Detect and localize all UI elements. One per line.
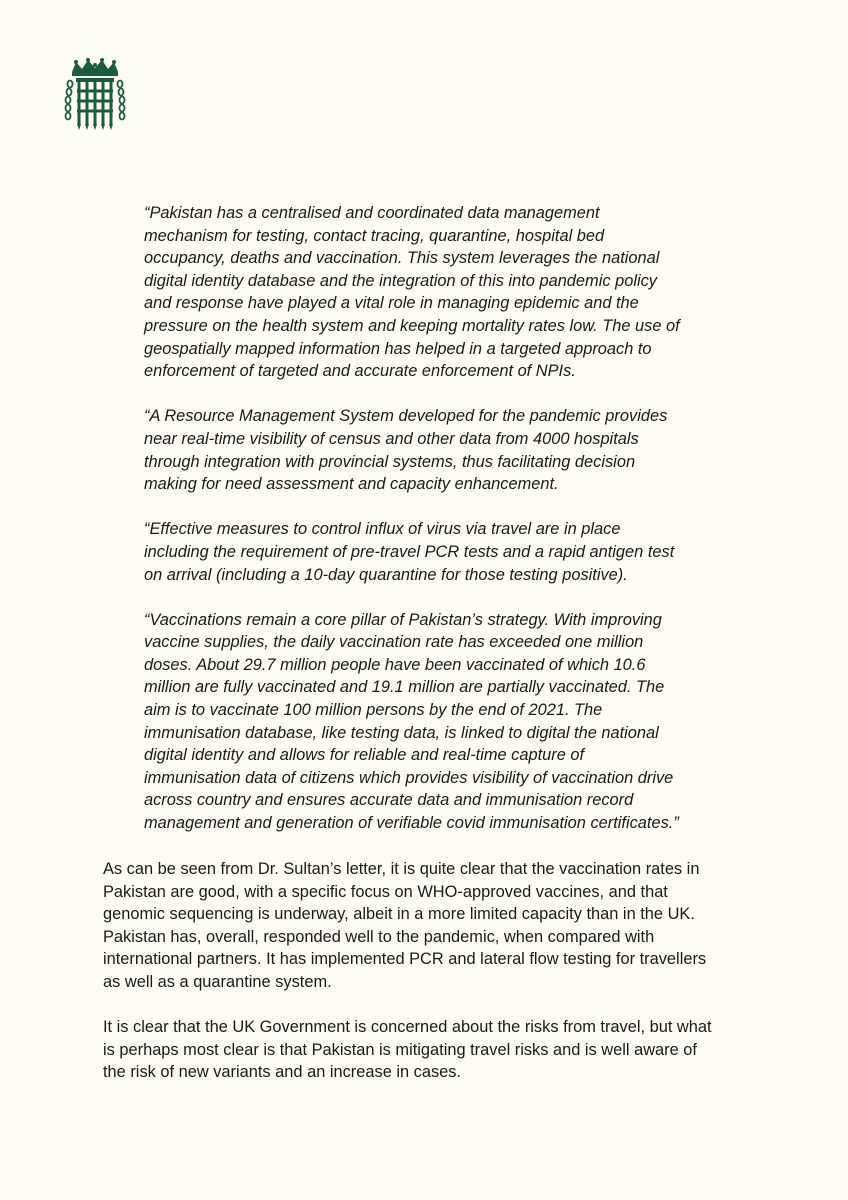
quote-paragraph-resource-management: “A Resource Management System developed for the pandemic provides near real-time visibility of census and other data from 4000 hospitals through integration with provincial systems, thus facilitating decision making for need assessment and capacity enhancement. [144,407,668,494]
quote-paragraph-data-management: “Pakistan has a centralised and coordinated data management mechanism for testing, contact tracing, quarantine, hospital bed occupancy, deaths and vaccination. This system leverages the national digital identity database and the integration of this into pandemic policy and response have played a vital role in managing epidemic and the pressure on the health system and keeping mortality rates low. The use of geospatially mapped information has helped in a targeted approach to enforcement of targeted and accurate enforcement of NPIs. [144,204,680,381]
body-text [103,858,763,1107]
quote-paragraph-travel-measures: “Effective measures to control influx of virus via travel are in place including the requirement of pre-travel PCR tests and a rapid antigen test on arrival (including a 10-day quarantine for those testing positive). [144,520,675,584]
portcullis-icon [64,58,126,132]
body-paragraph-vaccination-rates: As can be seen from Dr. Sultan’s letter, it is quite clear that the vaccination rates in Pakistan are good, with a specific focus on WHO-approved vaccines, and that genomic sequencing is underway, albeit in a more limited capacity than in the UK. Pakistan has, overall, responded well to the pandemic, when compared with international partners. It has implemented PCR and lateral flow testing for travellers as well as a quarantine system. [103,860,707,991]
body-paragraph-travel-risks: It is clear that the UK Government is concerned about the risks from travel, but what is perhaps most clear is that Pakistan is mitigating travel risks and is well aware of the risk of new variants and an increase in cases. [103,1018,712,1082]
portcullis-crest-logo [64,58,126,132]
quoted-letter-block [144,202,724,857]
quote-paragraph-vaccinations: “Vaccinations remain a core pillar of Pakistan’s strategy. With improving vaccine supplies, the daily vaccination rate has exceeded one million doses. About 29.7 million people have been vaccinated of which 10.6 million are fully vaccinated and 19.1 million are partially vaccinated. The aim is to vaccinate 100 million persons by the end of 2021. The immunisation database, like testing data, is linked to digital the national digital identity and allows for reliable and real-time capture of immunisation data of citizens which provides visibility of vaccination drive across country and ensures accurate data and immunisation record management and generation of verifiable covid immunisation certificates.” [144,610,679,833]
